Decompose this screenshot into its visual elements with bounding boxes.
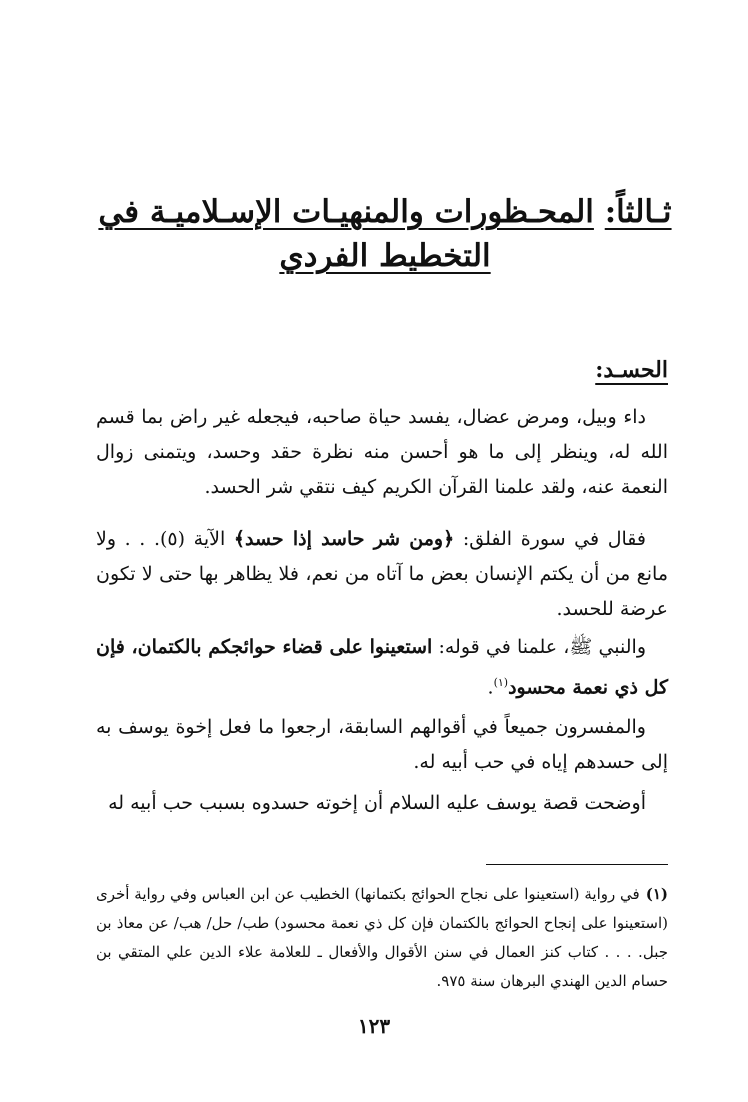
paragraph-2 [96,522,668,627]
footnote [96,880,668,996]
chapter-title-line-2 [90,236,680,276]
chapter-label: ثـالثاً: [604,194,672,230]
hadith-quote: استعينوا على قضاء حوائجكم بالكتمان، فإن كل ذي نعمة محسود [96,636,668,699]
paragraph-2-rest: الآية (٥). . . ولا مانع من أن يكتم الإنسان بعض ما آتاه من نعم، فلا يظاهر بها حتى لا تكون عرضة للحسد. [96,528,668,620]
footnote-divider [486,864,668,865]
section-heading: الحسـد: [595,357,668,383]
page-number: ١٢٣ [357,1014,391,1038]
paragraph-3 [96,630,668,705]
paragraph-3-end: . [487,676,494,699]
paragraph-3-intro: والنبي ﷺ، علمنا في قوله: [432,636,646,658]
paragraph-5: أوضحت قصة يوسف عليه السلام أن إخوته حسدوه بسبب حب أبيه له [108,792,646,814]
paragraph-4: والمفسرون جميعاً في أقوالهم السابقة، ارجعوا ما فعل إخوة يوسف به إلى حسدهم إياه في حب أبيه له. [96,716,668,773]
paragraph-2-intro: فقال في سورة الفلق: [454,528,647,550]
chapter-title-line-1 [90,192,680,232]
footnote-reference[interactable]: (١) [493,676,509,689]
chapter-title-text: المحـظورات والمنهيـات الإسـلاميـة في [98,194,594,230]
paragraph-1: داء وبيل، ومرض عضال، يفسد حياة صاحبه، فيجعله غير راض بما قسم الله له، وينظر إلى ما هو أحسن منه نظرة حقد وحسد، ويتمنى زوال النعمة عنه، ولقد علمنا القرآن الكريم كيف نتقي شر الحسد. [96,406,668,498]
quran-quote: ﴿ومن شر حاسد إذا حسد﴾ [233,528,455,550]
footnote-text: في رواية (استعينوا على نجاح الحوائج بكتمانها) الخطيب عن ابن العباس وفي رواية أخرى (استعينوا على إنجاح الحوائج بالكتمان فإن كل ذي نعمة محسود) طب/ حل/ هب/ عن معاذ بن جبل. . . . كتاب كنز العمال في سنن الأقوال والأفعال ـ للعلامة علاء الدين علي المتقي بن حسام الدين الهندي البرهان سنة ٩٧٥. [96,885,668,990]
chapter-title-text-2: التخطيط الفردي [279,238,491,274]
footnote-marker: (١) [645,885,669,903]
